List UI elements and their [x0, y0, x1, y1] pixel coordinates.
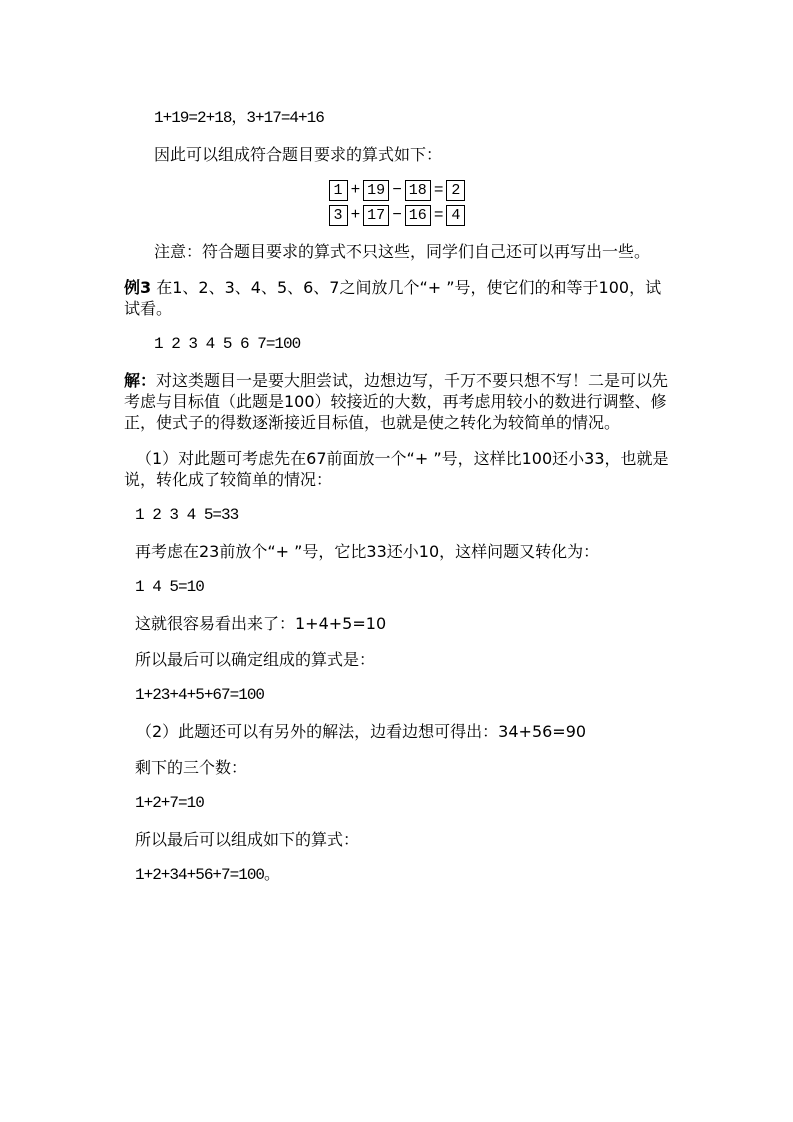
- equation-row-1: [329, 180, 466, 201]
- equation-line-145: 1 4 5=10: [135, 578, 204, 596]
- equation-box: 4: [446, 205, 465, 226]
- solution-paragraph: [124, 370, 670, 433]
- example3-paragraph: [124, 277, 670, 319]
- equation-box: 1: [329, 180, 348, 201]
- step2-paragraph: （2）此题还可以有另外的解法，边看边想可得出：34+56=90: [136, 722, 587, 741]
- final-equation-2: 1+2+34+56+7=100。: [135, 866, 280, 884]
- equation-line-33: 1 2 3 4 5=33: [135, 506, 239, 524]
- remaining-numbers-line: 剩下的三个数：: [135, 758, 248, 777]
- easy-see-line: 这就很容易看出来了：1+4+5=10: [135, 614, 387, 633]
- minus-operator: −: [392, 181, 402, 199]
- equals-operator: =: [433, 206, 444, 224]
- minus-operator: −: [392, 206, 402, 224]
- therefore-line: 因此可以组成符合题目要求的算式如下：: [154, 145, 443, 164]
- step1-paragraph: （1）对此题可考虑先在67前面放一个“+ ”号，这样比100还小33，也就是说，转化成了较简单的情况：: [124, 449, 669, 489]
- equation-row-2: [329, 205, 466, 226]
- equals-operator: =: [433, 181, 444, 199]
- solution-label: 解：: [124, 371, 157, 390]
- plus-operator: +: [350, 206, 361, 224]
- example3-label: 例3: [124, 278, 152, 297]
- sum-pairs-line: 1+19=2+18，3+17=4+16: [154, 109, 324, 127]
- equation-box: 3: [329, 205, 348, 226]
- final-equation-1: 1+23+4+5+67=100: [135, 686, 265, 704]
- equation-box: 2: [446, 180, 465, 201]
- boxed-equations: [124, 180, 670, 226]
- equation-box: 16: [405, 205, 431, 226]
- plus-operator: +: [350, 181, 361, 199]
- equation-box: 19: [363, 180, 389, 201]
- note-line: 注意：符合题目要求的算式不只这些，同学们自己还可以再写出一些。: [154, 242, 651, 261]
- equation-line-127: 1+2+7=10: [135, 794, 204, 812]
- equation-box: 17: [363, 205, 389, 226]
- conclusion1-line: 所以最后可以确定组成的算式是：: [135, 650, 376, 669]
- step1b-paragraph: 再考虑在23前放个“+ ”号，它比33还小10，这样问题又转化为：: [135, 542, 600, 561]
- problem-equation-line: 1 2 3 4 5 6 7=100: [154, 335, 301, 353]
- example3-text: 在1、2、3、4、5、6、7之间放几个“+ ”号，使它们的和等于100，试试看。: [124, 278, 662, 318]
- solution-text: 对这类题目一是要大胆尝试，边想边写，千万不要只想不写！二是可以先考虑与目标值（此题是100）较接近的大数，再考虑用较小的数进行调整、修正，使式子的得数逐渐接近目标值，也就是使之转化为较简单的情况。: [124, 371, 669, 432]
- conclusion2-line: 所以最后可以组成如下的算式：: [135, 830, 360, 849]
- equation-box: 18: [405, 180, 431, 201]
